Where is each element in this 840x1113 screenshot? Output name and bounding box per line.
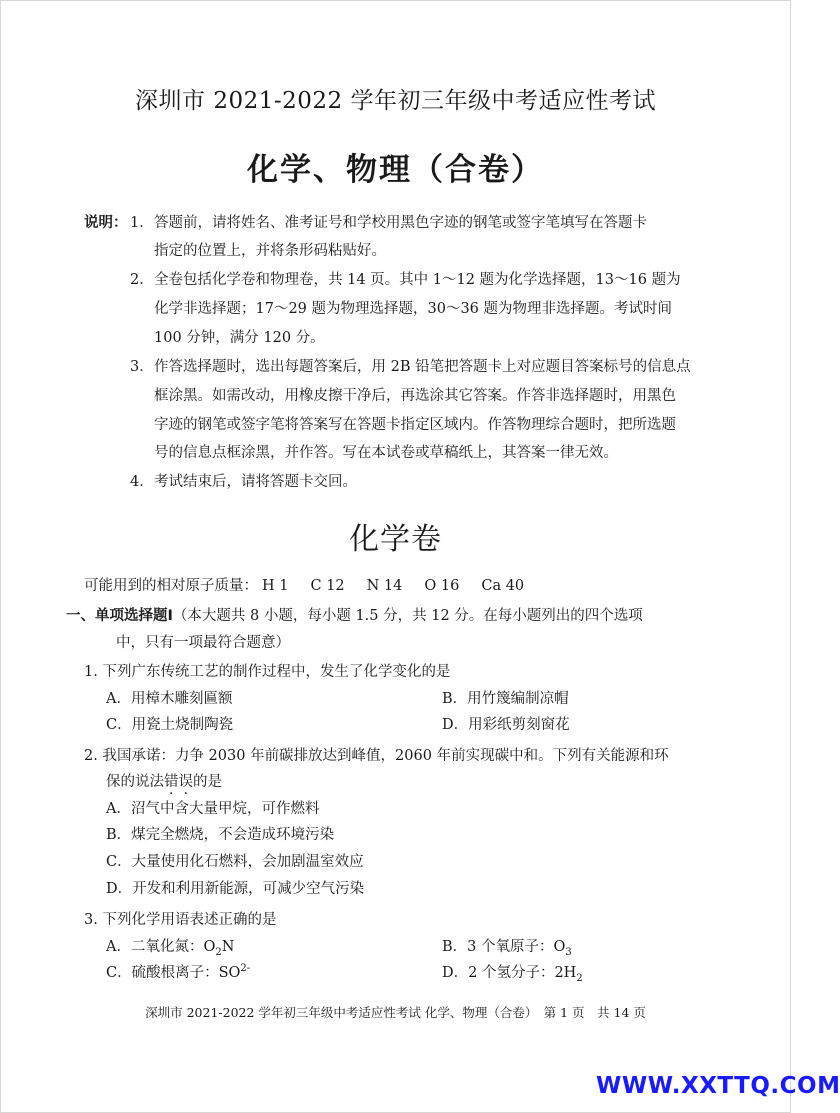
instruction-2-num: 2． <box>130 272 154 288</box>
instruction-1-line-1: 答题前，请将姓名、准考证号和学校用黑色字迹的钢笔或签字笔填写在答题卡 <box>154 215 647 231</box>
q3-option-c-superscript: 2- <box>240 963 251 975</box>
instruction-3-line-4: 号的信息点框涂黑，并作答。写在本试卷或草稿纸上，其答案一律无效。 <box>154 445 618 461</box>
part1-heading-line <box>66 604 643 625</box>
part1-description-cont: 中，只有一项最符合题意） <box>116 635 290 651</box>
q3-option-b <box>442 935 572 958</box>
atomic-mass-c: C 12 <box>310 578 345 594</box>
q3-option-c <box>106 961 250 982</box>
instructions-label: 说明： <box>84 215 128 231</box>
q1-stem: 1. 下列广东传统工艺的制作过程中，发生了化学变化的是 <box>84 664 451 680</box>
q3-option-a-text: A．二氧化氮：O <box>106 939 216 955</box>
instruction-2-line-1: 全卷包括化学卷和物理卷，共 14 页。其中 1～12 题为化学选择题，13～16 题为 <box>154 272 681 288</box>
q1-option-a: A．用樟木雕刻匾额 <box>106 691 233 707</box>
q1-option-b: B．用竹篾编制凉帽 <box>442 691 569 707</box>
q2-stem-line-1: 2. 我国承诺：力争 2030 年前碳排放达到峰值，2060 年前实现碳中和。下列有关能源和环 <box>84 748 669 764</box>
site-watermark: WWW.XXTTQ.COM <box>596 1073 840 1099</box>
paper-title: 化学、物理（合卷） <box>247 152 544 188</box>
instruction-1-line-2: 指定的位置上，并将条形码粘贴好。 <box>154 243 386 259</box>
q3-option-a-suffix: N <box>221 939 235 955</box>
instruction-3-line-1: 作答选择题时，选出每题答案后，用 2B 铅笔把答题卡上对应题目答案标号的信息点 <box>154 359 691 375</box>
page-footer: 深圳市 2021-2022 学年初三年级中考适应性考试 化学、物理（合卷） 第 1 页 共 14 页 <box>145 1005 646 1020</box>
instruction-3-num: 3． <box>130 359 154 375</box>
part1-heading: 一、单项选择题Ⅰ <box>66 608 173 624</box>
atomic-mass-n: N 14 <box>366 578 403 594</box>
instruction-2-line-3: 100 分钟，满分 120 分。 <box>154 330 325 346</box>
instruction-1-num: 1． <box>130 215 154 231</box>
instruction-4-line-1: 考试结束后，请将答题卡交回。 <box>154 474 357 490</box>
q2-option-c: C．大量使用化石燃料，会加剧温室效应 <box>106 854 364 870</box>
q2-option-a: A．沼气中含大量甲烷，可作燃料 <box>106 801 320 817</box>
atomic-mass-ca: Ca 40 <box>481 578 525 594</box>
q2-option-b: B．煤完全燃烧，不会造成环境污染 <box>106 827 335 843</box>
q2-option-d: D．开发和利用新能源，可减少空气污染 <box>106 881 365 897</box>
q3-stem: 3. 下列化学用语表述正确的是 <box>84 912 277 928</box>
q1-option-d: D．用彩纸剪刻窗花 <box>442 717 570 733</box>
q2-stem-post: 的是 <box>193 774 222 790</box>
q3-option-d-subscript: 2 <box>576 972 583 984</box>
q1-option-c: C．用瓷土烧制陶瓷 <box>106 717 234 733</box>
atomic-mass-h: H 1 <box>262 578 289 594</box>
instruction-2-line-2: 化学非选择题；17～29 题为物理选择题，30～36 题为物理非选择题。考试时间 <box>154 301 673 317</box>
chem-section-title: 化学卷 <box>349 522 442 557</box>
atomic-mass-label: 可能用到的相对原子质量： <box>84 578 258 594</box>
atomic-mass-o: O 16 <box>424 578 460 594</box>
part1-description: （本大题共 8 小题，每小题 1.5 分，共 12 分。在每小题列出的四个选项 <box>172 608 643 624</box>
q2-stem-pre: 保的说法 <box>106 774 164 790</box>
q3-option-d-text: D．2 个氢分子：2H <box>442 965 577 981</box>
q3-option-a <box>106 935 234 958</box>
instruction-3-line-2: 框涂黑。如需改动，用橡皮擦干净后，再选涂其它答案。作答非选择题时，用黑色 <box>154 388 676 404</box>
q2-emphasis-2: 误 <box>178 774 193 790</box>
q3-option-b-subscript: 3 <box>565 946 572 958</box>
atomic-mass-line <box>84 574 524 595</box>
exam-title: 深圳市 2021-2022 学年初三年级中考适应性考试 <box>135 88 656 114</box>
q2-stem-line-2 <box>106 770 222 791</box>
instruction-3-line-3: 字迹的钢笔或签字笔将答案写在答题卡指定区域内。作答物理综合题时，把所选题 <box>154 417 676 433</box>
q3-option-c-text: C．硫酸根离子：SO <box>106 965 241 981</box>
q3-option-d <box>442 961 583 984</box>
q2-emphasis-1: 错 <box>164 774 179 790</box>
q3-option-a-subscript: 2 <box>215 946 222 958</box>
instruction-4-num: 4． <box>130 474 154 490</box>
q3-option-b-text: B．3 个氧原子：O <box>442 939 566 955</box>
